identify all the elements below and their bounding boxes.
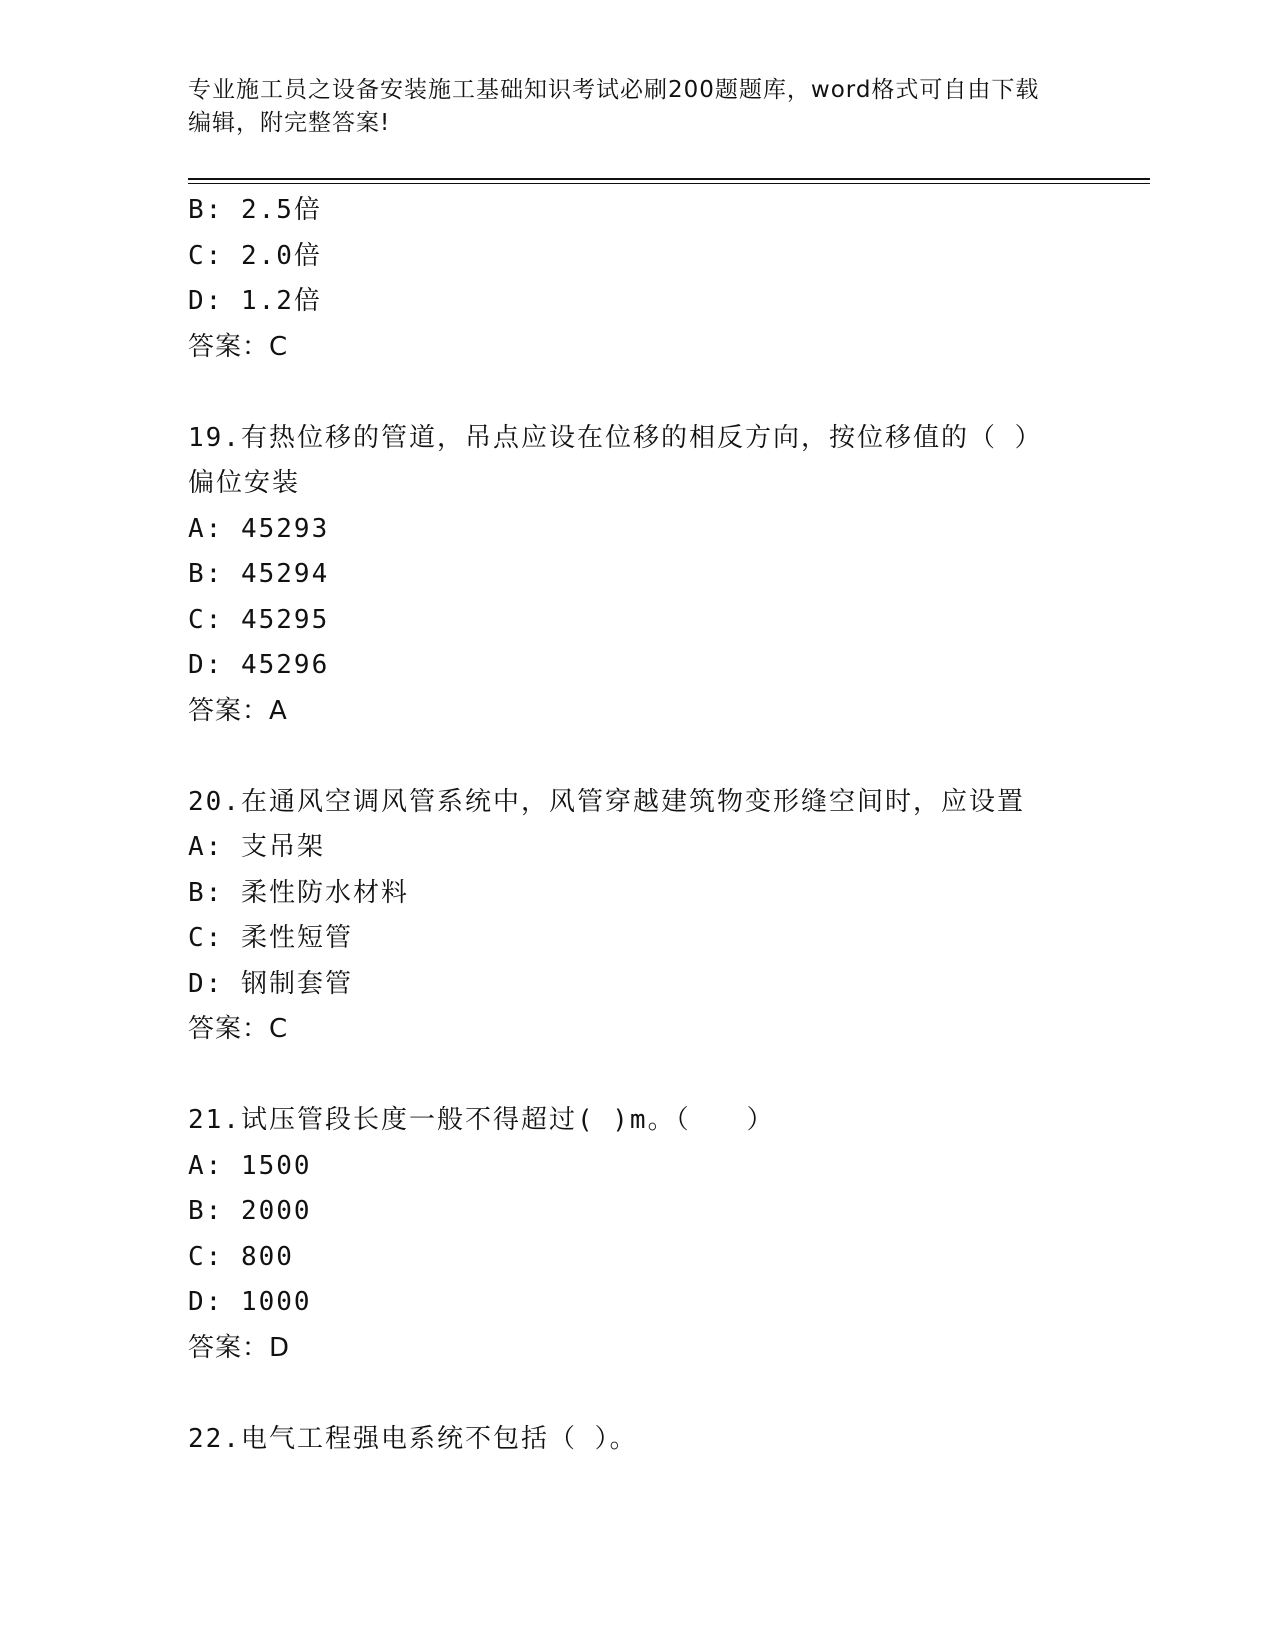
question-text: 20.在通风空调风管系统中，风管穿越建筑物变形缝空间时，应设置 bbox=[188, 786, 1025, 817]
answer-line: 答案：C bbox=[188, 1014, 289, 1044]
option-d: D: 钢制套管 bbox=[188, 968, 353, 999]
question-list bbox=[188, 188, 1148, 1462]
option-c: C: 柔性短管 bbox=[188, 923, 353, 953]
question-block-18 bbox=[188, 188, 1148, 370]
header-divider bbox=[188, 178, 1150, 180]
question-text: 21.试压管段长度一般不得超过( )m。（ ） bbox=[188, 1105, 775, 1135]
answer-line: 答案：C bbox=[188, 331, 289, 362]
option-c: C: 2.0倍 bbox=[188, 240, 322, 271]
question-text-continued: 偏位安装 bbox=[188, 468, 301, 498]
document-header bbox=[188, 74, 1088, 140]
header-line-2: 编辑，附完整答案! bbox=[188, 110, 391, 136]
option-a: A: 支吊架 bbox=[188, 832, 325, 862]
option-b: B: 2000 bbox=[188, 1196, 312, 1226]
option-c: C: 45295 bbox=[188, 604, 330, 635]
answer-line: 答案：D bbox=[188, 1332, 291, 1363]
option-a: A: 45293 bbox=[188, 513, 330, 544]
option-b: B: 2.5倍 bbox=[188, 195, 322, 225]
option-d: D: 45296 bbox=[188, 650, 330, 680]
option-a: A: 1500 bbox=[188, 1150, 312, 1181]
option-c: C: 800 bbox=[188, 1241, 294, 1272]
question-block-20 bbox=[188, 780, 1148, 1053]
option-b: B: 柔性防水材料 bbox=[188, 877, 409, 908]
answer-line: 答案：A bbox=[188, 695, 288, 726]
question-block-19 bbox=[188, 416, 1148, 735]
question-text: 22.电气工程强电系统不包括（ ）。 bbox=[188, 1423, 638, 1454]
question-block-21 bbox=[188, 1098, 1148, 1371]
question-block-22 bbox=[188, 1417, 1148, 1463]
question-text: 19.有热位移的管道，吊点应设在位移的相反方向，按位移值的（ ） bbox=[188, 422, 1043, 453]
option-b: B: 45294 bbox=[188, 559, 330, 589]
option-d: D: 1.2倍 bbox=[188, 286, 322, 316]
option-d: D: 1000 bbox=[188, 1287, 312, 1317]
header-divider-thin bbox=[188, 183, 1150, 184]
header-line-1: 专业施工员之设备安装施工基础知识考试必刷200题题库，word格式可自由下载 bbox=[188, 77, 1040, 103]
